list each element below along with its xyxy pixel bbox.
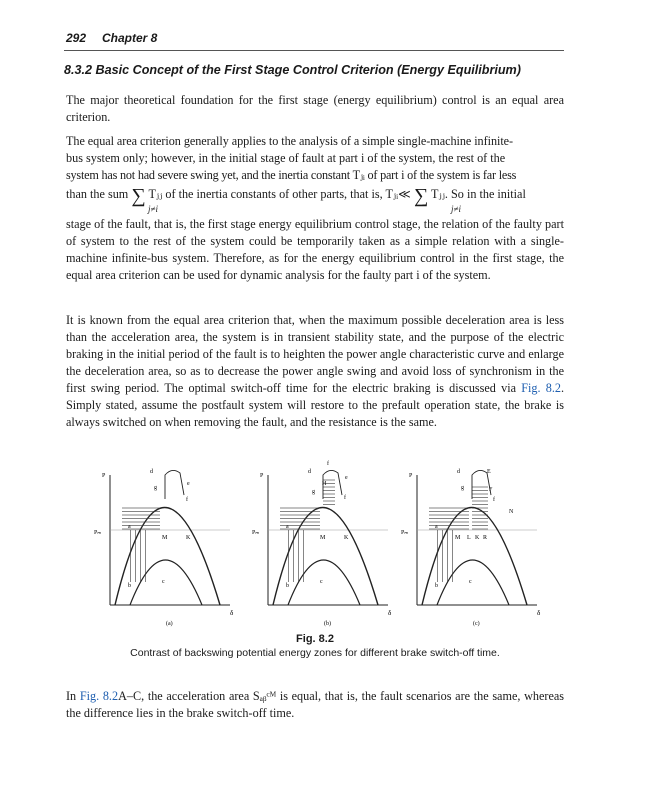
sum-subscript-1: j≠i <box>148 204 158 214</box>
figure-caption-text: Contrast of backswing potential energy zones for different brake switch-off time. <box>130 647 500 659</box>
paragraph-1: The major theoretical foundation for the first stage (energy equilibrium) control is an equal area criterion. <box>66 93 564 124</box>
panel-a <box>94 469 234 627</box>
curve-label-c: b <box>435 583 438 589</box>
curve-label-b: M <box>320 535 326 541</box>
section-title: 8.3.2 Basic Concept of the First Stage Control Criterion (Energy Equilibrium) <box>64 63 521 77</box>
curve-label-a: K <box>186 535 191 541</box>
paragraph-3-text-end: . Simply stated, assume the postfault system will restore to the prefault operation state, the brake is always switched on when removing the fault, and the resistance is the same. <box>66 381 565 429</box>
curve-label-a: g <box>154 485 157 491</box>
sum-lead-text: than the sum <box>66 187 129 201</box>
curve-label-c: K <box>475 535 480 541</box>
panel-label-b: (b) <box>324 621 331 627</box>
page-number: 292 <box>66 31 87 45</box>
curve-label-c: N <box>509 509 514 515</box>
curve-label-c: d <box>457 469 460 475</box>
paragraph-2-line-3: system has not had severe swing yet, and the inertia constant Tⱼᵢ of part i of the system is far less <box>66 168 517 182</box>
curve-label-c: L <box>467 535 471 541</box>
sum-middle-text: Tⱼⱼ of the inertia constants of other parts, that is, Tⱼᵢ≪ <box>148 187 411 201</box>
curve-label-b: a <box>286 524 289 530</box>
page-header <box>64 30 564 51</box>
curve-label-c: M <box>455 535 461 541</box>
sum-symbol-2: ∑ <box>413 185 429 207</box>
curve-label-b: d <box>308 469 311 475</box>
axis-label-delta-a: δ <box>230 609 234 617</box>
paragraph-2-line-4 <box>66 185 564 208</box>
axis-label-pm-b: Pₘ <box>252 530 260 536</box>
curve-label-b: b <box>286 583 289 589</box>
curve-label-c: a <box>435 524 438 530</box>
curve-label-a: M <box>162 535 168 541</box>
sum-tail-text: Tⱼⱼ. So in the initial <box>431 187 526 201</box>
curve-label-a: e <box>187 481 190 487</box>
paragraph-4-text: In <box>66 689 77 703</box>
curve-label-b: f <box>344 495 346 501</box>
paragraph-2-line-2: bus system only; however, in the initial stage of fault at part i of the system, the rest of the <box>66 151 506 165</box>
curve-label-a: f <box>186 497 188 503</box>
curve-label-a: c <box>162 579 165 585</box>
figure-caption-title: Fig. 8.2 <box>296 633 334 645</box>
curve-label-c: R <box>483 535 488 541</box>
axis-label-p-b: P <box>260 473 264 479</box>
paragraph-3 <box>66 312 564 431</box>
figure-link[interactable]: Fig. 8.2 <box>521 381 561 395</box>
figure-link[interactable]: Fig. 8.2 <box>79 689 119 703</box>
axis-label-pm-c: Pₘ <box>401 530 409 536</box>
sum-symbol-1: ∑ <box>131 185 146 207</box>
paragraph-2-line-1: The equal area criterion generally applies to the analysis of a simple single-machine infinite- <box>66 134 514 148</box>
axis-label-pm-a: Pₘ <box>94 530 102 536</box>
curve-label-b: K <box>344 535 349 541</box>
panel-b <box>252 460 392 627</box>
panel-label-c: (c) <box>473 621 480 627</box>
curve-label-b: H <box>322 481 327 487</box>
curve-label-c: E <box>487 469 491 475</box>
curve-label-b: f <box>327 461 329 467</box>
axis-label-delta-b: δ <box>388 609 392 617</box>
curve-label-b: c <box>320 579 323 585</box>
panel-c <box>401 469 541 627</box>
chapter-label: Chapter 8 <box>102 31 158 45</box>
axis-label-p-c: P <box>409 473 413 479</box>
paragraph-4-text-end: A–C, the acceleration area Sₐᵦᶜᴹ is equal, that is, the fault scenarios are the same, whereas the difference lies in the brake switch-off time. <box>66 689 565 720</box>
power-angle-figure <box>90 455 560 630</box>
curve-label-b: g <box>312 489 315 495</box>
curve-label-b: e <box>345 475 348 481</box>
paragraph-3-text: It is known from the equal area criterion that, when the maximum possible deceleration area is less than the acceleration area, the system is in transient stability state, and the purpose of the electric braking in the initial period of the fault is to heighten the power angle characteristic curve and enlarge the deceleration area, so as to decrease the power angle swing and avoid loss of synchronism in the first swing period. The optimal switch-off time for the electric braking is discussed via <box>66 313 564 395</box>
panel-label-a: (a) <box>166 621 173 627</box>
axis-label-p-a: P <box>102 473 106 479</box>
curve-label-c: f <box>493 497 495 503</box>
sum-subscript-2: j≠i <box>451 204 461 214</box>
curve-label-c: g <box>461 485 464 491</box>
curve-label-a: d <box>150 469 153 475</box>
axis-label-delta-c: δ <box>537 609 541 617</box>
paragraph-2-continued: stage of the fault, that is, the first stage energy equilibrium control stage, the relation of the faulty part of system to the rest of the system could be temporarily taken as a simple relation with a single-machine infinite-bus system. Therefore, as for the energy equilibrium control in the first stage, the equal area criterion can be used for dynamic analysis for the faulty part i of the system. <box>66 217 564 282</box>
curve-label-a: b <box>128 583 131 589</box>
curve-label-c: c <box>469 579 472 585</box>
curve-label-c: F <box>489 487 493 493</box>
curve-label-a: a <box>128 524 131 530</box>
paragraph-4 <box>66 688 564 722</box>
